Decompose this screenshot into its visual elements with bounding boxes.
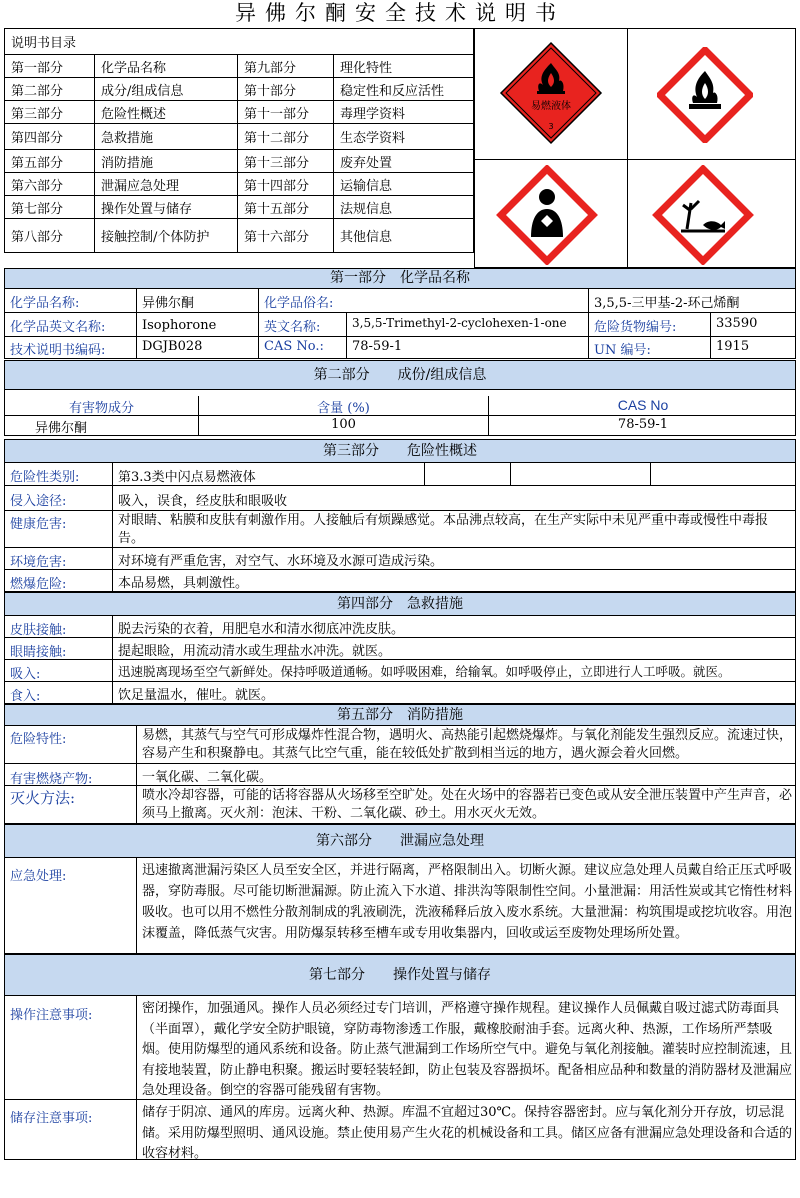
- s5-value: 一氧化碳、二氧化碳。: [142, 770, 273, 785]
- toc-cell: 废弃处置: [334, 150, 474, 173]
- s4-label: 食入:: [5, 682, 113, 703]
- s4-row: [4, 682, 796, 704]
- toc-cell: 第七部分: [5, 196, 95, 219]
- toc-heading: 说明书目录: [5, 29, 474, 55]
- toc-cell: 理化特性: [334, 55, 474, 78]
- s4-label: 眼睛接触:: [5, 638, 113, 659]
- toc-cell: 消防措施: [95, 150, 238, 173]
- toc-cell: 成分/组成信息: [95, 78, 238, 101]
- s1-value: 3,5,5-三甲基-2-环己烯酮: [594, 296, 740, 311]
- toc-cell: 操作处置与储存: [95, 196, 238, 219]
- s6-label: 应急处理:: [5, 858, 137, 953]
- s2-col-header: 有害物成分: [5, 396, 199, 415]
- ghs-health-hazard-icon: [495, 165, 599, 265]
- ghs-flame-icon: [657, 47, 753, 143]
- s1-label: 化学品英文名称:: [5, 313, 137, 336]
- toc-cell: 泄漏应急处理: [95, 173, 238, 196]
- s4-value: 饮足量温水，催吐。就医。: [118, 688, 275, 703]
- s1-label: UN 编号:: [589, 337, 711, 358]
- s1-value: 78-59-1: [347, 337, 589, 358]
- s1-value: 33590: [716, 316, 758, 331]
- s1-label: 化学品名称:: [5, 289, 137, 312]
- s3-value: 对眼睛、粘膜和皮肤有刺激作用。人接触后有烦躁感觉。本品沸点较高，在生产实际中未见严重中毒或慢性中毒报告。: [118, 513, 769, 546]
- s1-value: 1915: [716, 339, 750, 354]
- section-3-heading: 第三部分 危险性概述: [4, 439, 796, 463]
- s1-row-1: [4, 289, 796, 313]
- toc-cell: 第十四部分: [238, 173, 334, 196]
- flammable-label: 易燃液体: [531, 101, 571, 112]
- toc-cell: 其他信息: [334, 219, 474, 253]
- section-5-heading: 第五部分 消防措施: [4, 704, 796, 726]
- s1-value: 异佛尔酮: [137, 289, 259, 312]
- s1-label: CAS No.:: [259, 337, 347, 358]
- s4-value: 脱去污染的衣着，用肥皂水和清水彻底冲洗皮肤。: [118, 622, 405, 637]
- toc-cell: 稳定性和反应活性: [334, 78, 474, 101]
- toc-cell: 第二部分: [5, 78, 95, 101]
- s7-label: 操作注意事项:: [5, 996, 137, 1099]
- s5-label: 危险特性:: [5, 726, 137, 763]
- toc-cell: 第三部分: [5, 101, 95, 124]
- s3-label: 侵入途径:: [5, 486, 113, 510]
- s7-value: 储存于阴凉、通风的库房。远离火种、热源。库温不宜超过30℃。保持容器密封。应与氧化剂分开存放，切忌混储。采用防爆型照明、通风设施。禁止使用易产生火花的机械设备和工具。储区应备有泄漏应急处理设备和合适的收容材料。: [142, 1105, 793, 1161]
- s2-col-header: CAS No: [617, 397, 669, 413]
- s4-row: [4, 616, 796, 638]
- s7-row: [4, 996, 796, 1100]
- s2-value: 78-59-1: [617, 417, 669, 432]
- toc-cell: 化学品名称: [95, 55, 238, 78]
- hazard-pictograms: [474, 28, 796, 268]
- s3-label: 环境危害:: [5, 548, 113, 569]
- class-number: 3: [548, 122, 554, 131]
- toc-cell: 第六部分: [5, 173, 95, 196]
- s2-col-header: 含量 (%): [199, 396, 489, 415]
- ghs-environment-icon: [651, 165, 755, 265]
- s3-row: [4, 511, 796, 548]
- s7-row: [4, 1100, 796, 1160]
- s1-label: 技术说明书编码:: [5, 337, 137, 358]
- section-4-heading: 第四部分 急救措施: [4, 592, 796, 616]
- s1-row-3: [4, 337, 796, 359]
- s7-value: 密闭操作，加强通风。操作人员必须经过专门培训，严格遵守操作规程。建议操作人员佩戴自吸过滤式防毒面具（半面罩），戴化学安全防护眼镜，穿防毒物渗透工作服，戴橡胶耐油手套。远离火种、热源，工作场所严禁吸烟。使用防爆型的通风系统和设备。防止蒸气泄漏到工作场所空气中。避免与氧化剂接触。灌装时应控制流速，且有接地装置，防止静电积聚。搬运时要轻装轻卸，防止包装及容器损坏。配备相应品种和数量的消防器材及泄漏应急处理设备。倒空的容器可能残留有害物。: [142, 1001, 793, 1098]
- section-6-heading: 第六部分 泄漏应急处理: [4, 824, 796, 858]
- toc-cell: 第一部分: [5, 55, 95, 78]
- s1-value: DGJB028: [137, 337, 259, 358]
- s5-label: 灭火方法:: [5, 786, 137, 823]
- s2-value: 异佛尔酮: [5, 416, 199, 435]
- flammable-liquid-diamond-icon: [499, 41, 603, 145]
- toc-cell: 毒理学资料: [334, 101, 474, 124]
- toc-cell: 生态学资料: [334, 124, 474, 150]
- toc-cell: 第十六部分: [238, 219, 334, 253]
- section-2-heading: 第二部分 成份/组成信息: [4, 360, 796, 390]
- s3-value: 吸入，误食，经皮肤和眼吸收: [118, 494, 288, 509]
- page-title: 异佛尔酮安全技术说明书: [235, 1, 565, 25]
- s6-row: [4, 858, 796, 954]
- toc-cell: 运输信息: [334, 173, 474, 196]
- toc-cell: 急救措施: [95, 124, 238, 150]
- s3-row: [4, 463, 796, 486]
- s7-label: 储存注意事项:: [5, 1100, 137, 1159]
- toc-table: [4, 28, 474, 253]
- toc-cell: 接触控制/个体防护: [95, 219, 238, 253]
- toc-cell: 第十二部分: [238, 124, 334, 150]
- s5-value: 喷水冷却容器，可能的话将容器从火场移至空旷处。处在火场中的容器若已变色或从安全泄压装置中产生声音，必须马上撤离。灭火剂：泡沫、干粉、二氧化碳、砂土。用水灭火无效。: [142, 788, 793, 821]
- s3-value: 本品易燃，具刺激性。: [118, 576, 249, 591]
- s1-label: 化学品俗名:: [259, 289, 589, 312]
- section-1-heading: 第一部分 化学品名称: [4, 268, 796, 289]
- s1-value: 3,5,5-Trimethyl-2-cyclohexen-1-one: [347, 313, 589, 336]
- s3-value: 第3.3类中闪点易燃液体: [113, 463, 425, 485]
- s3-label: 危险性类别:: [5, 463, 113, 485]
- s5-value: 易燃，其蒸气与空气可形成爆炸性混合物，遇明火、高热能引起燃烧爆炸。与氧化剂能发生强烈反应。流速过快，容易产生和积聚静电。其蒸气比空气重，能在较低处扩散到相当远的地方，遇火源会着火回燃。: [142, 728, 793, 761]
- s3-value: 对环境有严重危害，对空气、水环境及水源可造成污染。: [118, 554, 444, 569]
- s2-header-row: [4, 396, 796, 416]
- s5-label: 有害燃烧产物:: [5, 764, 137, 785]
- s1-label: 英文名称:: [259, 313, 347, 336]
- toc-cell: 第十三部分: [238, 150, 334, 173]
- s2-data-row: [4, 416, 796, 436]
- s4-label: 皮肤接触:: [5, 616, 113, 637]
- s3-label: 健康危害:: [5, 511, 113, 547]
- s2-value: 100: [199, 416, 489, 435]
- s4-value: 提起眼睑，用流动清水或生理盐水冲洗。就医。: [118, 644, 392, 659]
- s5-row: [4, 726, 796, 764]
- s6-value: 迅速撤离泄漏污染区人员至安全区，并进行隔离，严格限制出入。切断火源。建议应急处理人员戴自给正压式呼吸器，穿防毒服。尽可能切断泄漏源。防止流入下水道、排洪沟等限制性空间。小量泄漏：用活性炭或其它惰性材料吸收。也可以用不燃性分散剂制成的乳液刷洗，洗液稀释后放入废水系统。大量泄漏：构筑围堤或挖坑收容。用泡沫覆盖，降低蒸气灾害。用防爆泵转移至槽车或专用收集器内，回收或运至废物处理场所处置。: [142, 863, 793, 941]
- toc-cell: 第九部分: [238, 55, 334, 78]
- toc-cell: 第十五部分: [238, 196, 334, 219]
- s4-label: 吸入:: [5, 660, 113, 681]
- toc-cell: 第八部分: [5, 219, 95, 253]
- section-7-heading: 第七部分 操作处置与储存: [4, 954, 796, 996]
- s1-value: Isophorone: [137, 313, 259, 336]
- s4-row: [4, 638, 796, 660]
- toc-cell: 危险性概述: [95, 101, 238, 124]
- s3-row: [4, 486, 796, 511]
- s3-row: [4, 570, 796, 592]
- s5-row: [4, 786, 796, 824]
- s3-label: 燃爆危险:: [5, 570, 113, 591]
- s4-row: [4, 660, 796, 682]
- toc-cell: 第十部分: [238, 78, 334, 101]
- toc-cell: 第四部分: [5, 124, 95, 150]
- s4-value: 迅速脱离现场至空气新鲜处。保持呼吸道通畅。如呼吸困难，给输氧。如呼吸停止，立即进行人工呼吸。就医。: [118, 664, 731, 679]
- s3-row: [4, 548, 796, 570]
- toc-cell: 第五部分: [5, 150, 95, 173]
- toc-cell: 第十一部分: [238, 101, 334, 124]
- s1-label: 危险货物编号:: [589, 313, 711, 336]
- toc-cell: 法规信息: [334, 196, 474, 219]
- s5-row: [4, 764, 796, 786]
- s1-row-2: [4, 313, 796, 337]
